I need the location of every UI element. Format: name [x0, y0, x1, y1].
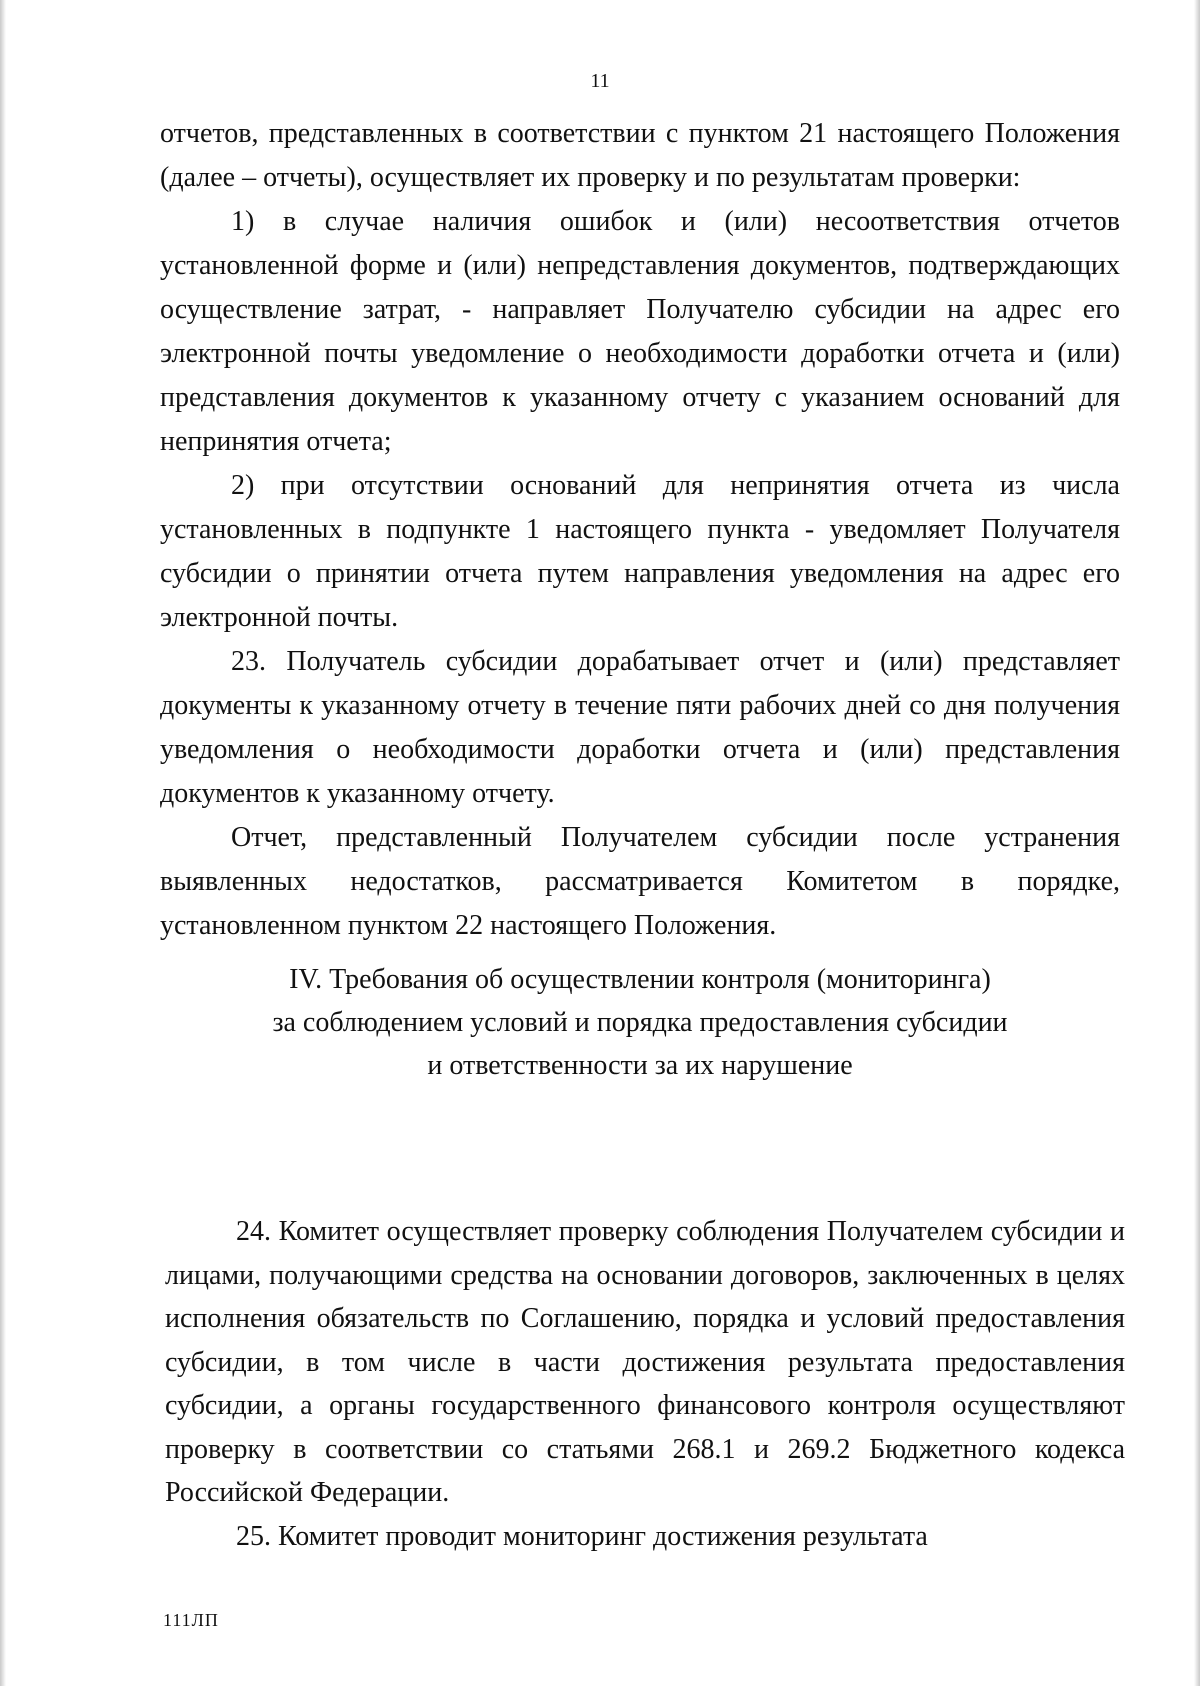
section-heading [160, 958, 1120, 1087]
paragraph-23: 23. Получатель субсидии дорабатывает отчет и (или) представляет документы к указанному отчету в течение пяти рабочих дней со дня получения уведомления о необходимости доработки отчета и (или) представления документов к указанному отчету. [160, 646, 1120, 809]
paragraph-25: 25. Комитет проводит мониторинг достижения результата [236, 1520, 928, 1552]
section-heading-line-3: и ответственности за их нарушение [427, 1050, 853, 1081]
document-body-continued [165, 1210, 1125, 1558]
section-heading-line-2: за соблюдением условий и порядка предоставления субсидии [272, 1007, 1008, 1038]
section-heading-block [160, 958, 1120, 1087]
scan-edge-right [1194, 0, 1200, 1686]
section-heading-line-1: IV. Требования об осуществлении контроля (мониторинга) [289, 964, 991, 995]
paragraph-item-1: 1) в случае наличия ошибок и (или) несоответствия отчетов установленной форме и (или) непредставления документов, подтверждающих осуществление затрат, - направляет Получателю субсидии на адрес его электронной почты уведомление о необходимости доработки отчета и (или) представления документов к указанному отчету с указанием оснований для непринятия отчета; [160, 206, 1120, 457]
footer-code: 111ЛП [163, 1610, 219, 1630]
paragraph-report-review: Отчет, представленный Получателем субсидии после устранения выявленных недостатков, рассматривается Комитетом в порядке, установленном пунктом 22 настоящего Положения. [160, 822, 1120, 941]
paragraph-continuation: отчетов, представленных в соответствии с пунктом 21 настоящего Положения (далее – отчеты), осуществляет их проверку и по результатам проверки: [160, 118, 1120, 193]
paragraph-item-2: 2) при отсутствии оснований для непринятия отчета из числа установленных в подпункте 1 настоящего пункта - уведомляет Получателя субсидии о принятии отчета путем направления уведомления на адрес его электронной почты. [160, 470, 1120, 633]
paragraph-24: 24. Комитет осуществляет проверку соблюдения Получателем субсидии и лицами, получающими средства на основании договоров, заключенных в целях исполнения обязательств по Соглашению, порядка и условий предоставления субсидии, в том числе в части достижения результата предоставления субсидии, а органы государственного финансового контроля осуществляют проверку в соответствии со статьями 268.1 и 269.2 Бюджетного кодекса Российской Федерации. [165, 1216, 1125, 1508]
scan-edge-left [0, 0, 6, 1686]
document-body [160, 112, 1120, 948]
page-number: 11 [590, 70, 610, 92]
